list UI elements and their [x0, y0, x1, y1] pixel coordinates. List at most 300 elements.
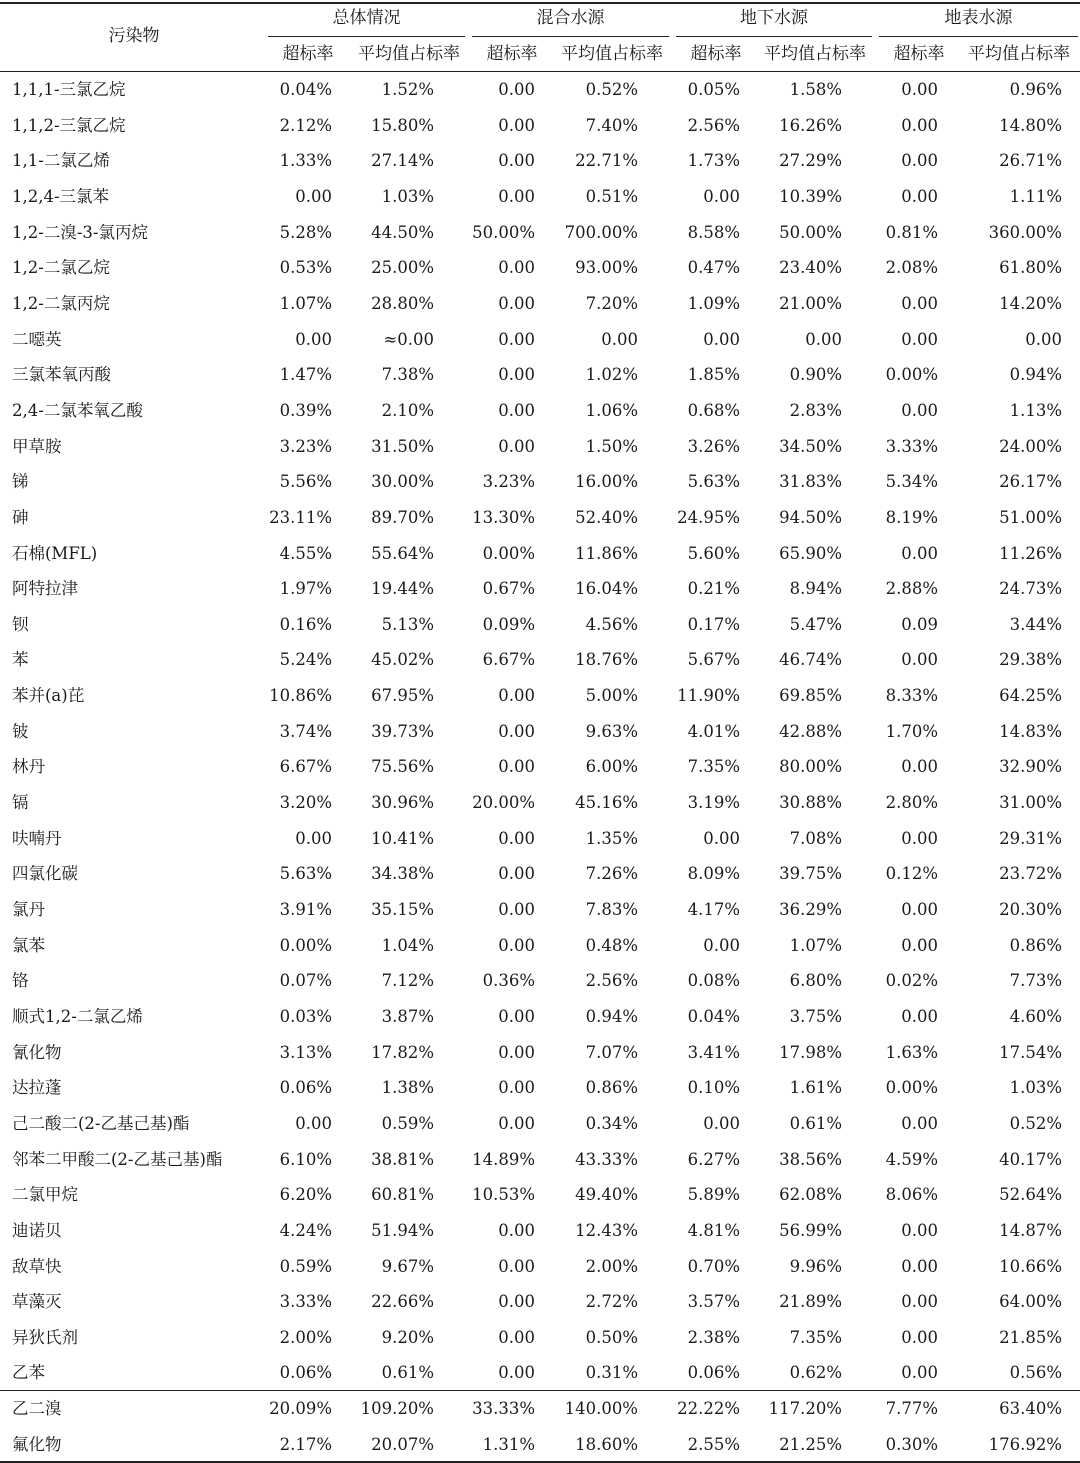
table-cell: 0.00 — [901, 186, 938, 206]
table-cell: 3.91% — [279, 899, 332, 919]
group-underline-overall — [268, 36, 465, 37]
table-cell: 0.00 — [498, 686, 535, 705]
pollutant-name: 镉 — [12, 793, 29, 812]
pollutant-name: 二氯甲烷 — [12, 1185, 78, 1205]
group-mixed: 混合水源 — [536, 8, 605, 28]
table-cell: 0.00 — [498, 1042, 535, 1062]
sub-mean-ground: 平均值占标率 — [764, 44, 866, 64]
table-cell: 26.17% — [999, 472, 1062, 492]
table-cell: 2.38% — [687, 1327, 740, 1347]
table-cell: 0.00 — [295, 329, 332, 349]
table-cell: 0.56% — [1009, 1363, 1062, 1383]
table-cell: 4.24% — [279, 1220, 332, 1240]
table-cell: 7.40% — [585, 115, 638, 135]
table-cell: 0.00 — [498, 1006, 535, 1026]
table-cell: 8.19% — [885, 507, 938, 527]
table-cell: 22.71% — [575, 151, 638, 171]
table-cell: 0.00 — [703, 186, 740, 206]
table-cell: 3.23% — [279, 436, 332, 456]
table-cell: 109.20% — [360, 1399, 434, 1418]
table-cell: 0.36% — [482, 971, 535, 991]
table-cell: 2.00% — [279, 1327, 332, 1347]
pollutant-name: 达拉蓬 — [12, 1078, 62, 1098]
table-cell: 11.26% — [999, 543, 1062, 563]
table-cell: 14.80% — [999, 115, 1062, 135]
pollutant-name: 1,2-二氯乙烷 — [12, 258, 110, 278]
table-cell: 0.00 — [703, 329, 740, 349]
table-cell: 117.20% — [768, 1399, 842, 1418]
pollutant-name: 迪诺贝 — [12, 1220, 62, 1240]
table-cell: 0.39% — [279, 400, 332, 420]
table-cell: 21.25% — [779, 1434, 842, 1454]
group-underline-surface — [879, 36, 1078, 37]
table-cell: 0.00 — [901, 1220, 938, 1240]
table-cell: 2.10% — [381, 400, 434, 420]
pollutant-name: 四氯化碳 — [12, 864, 78, 884]
table-cell: 0.06% — [687, 1363, 740, 1383]
table-cell: 0.00 — [498, 1078, 535, 1098]
table-cell: 0.00 — [901, 1006, 938, 1026]
table-cell: 1.52% — [381, 80, 434, 99]
table-cell: 18.60% — [575, 1434, 638, 1454]
table-cell: 1.50% — [585, 436, 638, 456]
table-cell: 69.85% — [779, 686, 842, 705]
table-cell: 39.73% — [371, 721, 434, 741]
table-cell: 0.00 — [901, 80, 938, 99]
table-cell: 1.58% — [789, 80, 842, 99]
sub-mean-mixed: 平均值占标率 — [561, 44, 663, 64]
table-cell: 0.12% — [885, 864, 938, 884]
table-cell: 21.89% — [779, 1292, 842, 1312]
table-cell: 6.00% — [585, 757, 638, 777]
pollutant-name: 锑 — [12, 472, 29, 492]
sub-exceed-mixed: 超标率 — [486, 44, 538, 64]
table-cell: 63.40% — [999, 1399, 1062, 1418]
table-cell: 0.00 — [498, 1363, 535, 1383]
sub-mean-surface: 平均值占标率 — [968, 44, 1070, 64]
pollutant-name: 邻苯二甲酸二(2-乙基己基)酯 — [12, 1149, 223, 1169]
table-cell: 17.54% — [999, 1042, 1062, 1062]
table-cell: 5.47% — [789, 614, 842, 634]
pollutant-header: 污染物 — [108, 26, 160, 46]
table-cell: 0.00 — [901, 828, 938, 848]
group-ground: 地下水源 — [740, 8, 808, 28]
table-cell: ≈0.00 — [383, 329, 434, 349]
table-cell: 0.96% — [1009, 80, 1062, 99]
table-cell: 0.00 — [295, 828, 332, 848]
table-cell: 55.64% — [371, 543, 434, 563]
table-cell: 1.38% — [381, 1078, 434, 1098]
table-cell: 2.83% — [789, 400, 842, 420]
table-cell: 0.10% — [687, 1078, 740, 1098]
table-cell: 32.90% — [999, 757, 1062, 777]
table-cell: 38.81% — [371, 1149, 434, 1169]
table-cell: 0.00% — [885, 365, 938, 385]
table-cell: 1.31% — [482, 1434, 535, 1454]
group-underline-ground — [676, 36, 872, 37]
sub-exceed-surface: 超标率 — [893, 44, 945, 64]
table-cell: 9.67% — [381, 1256, 434, 1276]
table-cell: 7.38% — [381, 365, 434, 385]
table-cell: 52.40% — [575, 507, 638, 527]
table-cell: 0.00 — [498, 365, 535, 385]
table-cell: 6.67% — [279, 757, 332, 777]
table-cell: 0.00 — [498, 400, 535, 420]
table-cell: 0.00 — [901, 1113, 938, 1133]
table-cell: 27.29% — [779, 151, 842, 171]
table-cell: 94.50% — [779, 507, 842, 527]
pollutant-name: 林丹 — [12, 757, 45, 777]
pollutant-name: 顺式1,2-二氯乙烯 — [12, 1006, 143, 1026]
pollutant-name: 二噁英 — [12, 329, 62, 349]
table-cell: 64.00% — [999, 1292, 1062, 1312]
table-cell: 8.33% — [885, 686, 938, 705]
table-cell: 43.33% — [575, 1149, 638, 1169]
table-cell: 5.00% — [585, 686, 638, 705]
table-cell: 13.30% — [472, 507, 535, 527]
table-cell: 0.90% — [789, 365, 842, 385]
table-cell: 7.35% — [789, 1327, 842, 1347]
pollutant-name: 1,1,2-三氯乙烷 — [12, 115, 126, 135]
table-cell: 0.70% — [687, 1256, 740, 1276]
table-cell: 40.17% — [999, 1149, 1062, 1169]
sub-mean-overall: 平均值占标率 — [358, 44, 460, 64]
pollutant-name: 己二酸二(2-乙基己基)酯 — [12, 1113, 190, 1133]
pollutant-name: 铍 — [12, 721, 29, 741]
table-cell: 0.00 — [498, 1327, 535, 1347]
table-cell: 0.00 — [901, 757, 938, 777]
table-cell: 39.75% — [779, 864, 842, 884]
table-cell: 19.44% — [371, 579, 434, 599]
table-cell: 1.97% — [279, 579, 332, 599]
table-cell: 1.85% — [687, 365, 740, 385]
table-cell: 14.89% — [472, 1149, 535, 1169]
table-cell: 1.47% — [279, 365, 332, 385]
table-cell: 0.00 — [498, 186, 535, 206]
table-cell: 61.80% — [999, 258, 1062, 278]
group-surface: 地表水源 — [944, 8, 1013, 28]
table-cell: 0.62% — [789, 1363, 842, 1383]
pollutant-name: 砷 — [12, 507, 29, 527]
table-cell: 56.99% — [779, 1220, 842, 1240]
pollutant-name: 钡 — [12, 614, 29, 634]
table-cell: 7.73% — [1009, 971, 1062, 991]
table-cell: 8.09% — [687, 864, 740, 884]
table-cell: 0.00 — [498, 828, 535, 848]
table-cell: 0.52% — [585, 80, 638, 99]
table-cell: 0.81% — [885, 222, 938, 242]
table-cell: 2.72% — [585, 1292, 638, 1312]
table-cell: 3.23% — [482, 472, 535, 492]
table-cell: 1.06% — [585, 400, 638, 420]
pollutant-name: 1,1-二氯乙烯 — [12, 151, 110, 171]
table-cell: 34.38% — [371, 864, 434, 884]
table-cell: 0.04% — [279, 80, 332, 99]
table-cell: 0.86% — [1009, 935, 1062, 955]
pollutant-name: 铬 — [12, 971, 29, 991]
table-cell: 0.17% — [687, 614, 740, 634]
table-cell: 20.07% — [371, 1434, 434, 1454]
table-cell: 0.00 — [703, 1113, 740, 1133]
table-cell: 0.07% — [279, 971, 332, 991]
table-cell: 1.11% — [1009, 186, 1062, 206]
table-cell: 0.61% — [789, 1113, 842, 1133]
table-cell: 0.50% — [585, 1327, 638, 1347]
table-cell: 18.76% — [575, 650, 638, 670]
pollutant-name: 阿特拉津 — [12, 579, 78, 599]
table-cell: 2.00% — [585, 1256, 638, 1276]
table-cell: 0.59% — [381, 1113, 434, 1133]
table-cell: 0.94% — [1009, 365, 1062, 385]
table-cell: 17.98% — [779, 1042, 842, 1062]
table-cell: 3.87% — [381, 1006, 434, 1026]
table-cell: 0.00 — [901, 293, 938, 313]
table-cell: 0.00% — [279, 935, 332, 955]
table-cell: 7.08% — [789, 828, 842, 848]
pollutant-name: 1,1,1-三氯乙烷 — [12, 80, 126, 99]
table-cell: 15.80% — [371, 115, 434, 135]
table-cell: 0.21% — [687, 579, 740, 599]
table-cell: 3.19% — [687, 793, 740, 812]
table-cell: 0.51% — [585, 186, 638, 206]
table-cell: 14.87% — [999, 1220, 1062, 1240]
table-cell: 7.35% — [687, 757, 740, 777]
table-cell: 7.07% — [585, 1042, 638, 1062]
table-cell: 31.00% — [999, 793, 1062, 812]
table-cell: 5.89% — [687, 1185, 740, 1205]
section-rule — [0, 1390, 1080, 1391]
table-cell: 64.25% — [999, 686, 1062, 705]
table-cell: 0.00 — [498, 864, 535, 884]
pollutant-name: 乙苯 — [12, 1363, 45, 1383]
table-cell: 20.30% — [999, 899, 1062, 919]
table-cell: 0.31% — [585, 1363, 638, 1383]
table-cell: 11.86% — [575, 543, 638, 563]
table-cell: 1.63% — [885, 1042, 938, 1062]
table-cell: 0.02% — [885, 971, 938, 991]
table-cell: 23.72% — [999, 864, 1062, 884]
pollutant-name: 乙二溴 — [12, 1399, 62, 1418]
table-cell: 3.13% — [279, 1042, 332, 1062]
table-cell: 16.04% — [575, 579, 638, 599]
table-cell: 4.56% — [585, 614, 638, 634]
table-cell: 0.00 — [901, 400, 938, 420]
table-cell: 14.83% — [999, 721, 1062, 741]
table-cell: 0.04% — [687, 1006, 740, 1026]
header-rule — [0, 71, 1080, 72]
table-cell: 0.00 — [498, 899, 535, 919]
table-cell: 0.00 — [901, 115, 938, 135]
table-cell: 0.00 — [901, 1292, 938, 1312]
table-cell: 1.02% — [585, 365, 638, 385]
group-overall: 总体情况 — [332, 8, 401, 28]
table-cell: 12.43% — [575, 1220, 638, 1240]
table-cell: 26.71% — [999, 151, 1062, 171]
table-cell: 1.61% — [789, 1078, 842, 1098]
table-cell: 7.26% — [585, 864, 638, 884]
pollutant-name: 苯并(a)芘 — [12, 686, 85, 705]
table-cell: 0.00 — [498, 293, 535, 313]
pollutant-name: 异狄氏剂 — [12, 1327, 78, 1347]
table-cell: 5.24% — [279, 650, 332, 670]
table-cell: 42.88% — [779, 721, 842, 741]
pollutant-name: 氯丹 — [12, 899, 45, 919]
table-cell: 4.01% — [687, 721, 740, 741]
table-cell: 0.47% — [687, 258, 740, 278]
table-cell: 0.08% — [687, 971, 740, 991]
top-rule — [0, 2, 1080, 4]
table-cell: 25.00% — [371, 258, 434, 278]
table-cell: 80.00% — [779, 757, 842, 777]
table-cell: 5.28% — [279, 222, 332, 242]
table-cell: 0.00% — [482, 543, 535, 563]
table-cell: 38.56% — [779, 1149, 842, 1169]
table-cell: 24.95% — [677, 507, 740, 527]
table-cell: 2.56% — [687, 115, 740, 135]
table-cell: 0.09% — [482, 614, 535, 634]
table-cell: 17.82% — [371, 1042, 434, 1062]
table-cell: 8.06% — [885, 1185, 938, 1205]
table-cell: 27.14% — [371, 151, 434, 171]
table-cell: 0.00 — [295, 1113, 332, 1133]
table-cell: 4.17% — [687, 899, 740, 919]
table-cell: 93.00% — [575, 258, 638, 278]
table-cell: 5.63% — [279, 864, 332, 884]
table-cell: 10.86% — [269, 686, 332, 705]
table-cell: 7.77% — [885, 1399, 938, 1418]
table-cell: 5.63% — [687, 472, 740, 492]
table-cell: 3.33% — [885, 436, 938, 456]
table-cell: 29.38% — [999, 650, 1062, 670]
table-cell: 23.11% — [269, 507, 332, 527]
table-cell: 140.00% — [564, 1399, 638, 1418]
pollutant-name: 甲草胺 — [12, 436, 62, 456]
table-cell: 29.31% — [999, 828, 1062, 848]
table-cell: 0.48% — [585, 935, 638, 955]
table-cell: 52.64% — [999, 1185, 1062, 1205]
table-cell: 2.80% — [885, 793, 938, 812]
table-cell: 0.34% — [585, 1113, 638, 1133]
table-cell: 36.29% — [779, 899, 842, 919]
table-cell: 9.96% — [789, 1256, 842, 1276]
table-cell: 10.66% — [999, 1256, 1062, 1276]
table-cell: 2.12% — [279, 115, 332, 135]
table-cell: 0.00 — [901, 329, 938, 349]
table-cell: 49.40% — [575, 1185, 638, 1205]
sub-exceed-overall: 超标率 — [282, 44, 334, 64]
table-cell: 0.16% — [279, 614, 332, 634]
table-cell: 3.74% — [279, 721, 332, 741]
table-cell: 30.00% — [371, 472, 434, 492]
table-cell: 8.94% — [789, 579, 842, 599]
table-cell: 89.70% — [371, 507, 434, 527]
table-cell: 16.00% — [575, 472, 638, 492]
table-cell: 22.66% — [371, 1292, 434, 1312]
table-cell: 0.06% — [279, 1363, 332, 1383]
pollutant-name: 敌草快 — [12, 1256, 62, 1276]
table-cell: 16.26% — [779, 115, 842, 135]
table-cell: 0.00 — [498, 1292, 535, 1312]
table-cell: 7.20% — [585, 293, 638, 313]
table-cell: 0.00 — [498, 258, 535, 278]
table-cell: 1.33% — [279, 151, 332, 171]
table-cell: 0.03% — [279, 1006, 332, 1026]
table-cell: 0.68% — [687, 400, 740, 420]
table-cell: 6.80% — [789, 971, 842, 991]
table-cell: 2.56% — [585, 971, 638, 991]
table-cell: 3.33% — [279, 1292, 332, 1312]
table-cell: 0.59% — [279, 1256, 332, 1276]
pollutant-name: 氯苯 — [12, 935, 45, 955]
table-cell: 3.75% — [789, 1006, 842, 1026]
table-cell: 0.00 — [901, 935, 938, 955]
table-cell: 28.80% — [371, 293, 434, 313]
pollutant-name: 1,2-二溴-3-氯丙烷 — [12, 222, 148, 242]
pollutant-name: 1,2,4-三氯苯 — [12, 186, 110, 206]
sub-exceed-ground: 超标率 — [690, 44, 742, 64]
table-cell: 360.00% — [988, 222, 1062, 242]
table-cell: 1.07% — [789, 935, 842, 955]
table-cell: 0.00 — [901, 1363, 938, 1383]
table-cell: 0.00 — [498, 935, 535, 955]
table-cell: 700.00% — [564, 222, 638, 242]
table-cell: 0.00 — [703, 828, 740, 848]
table-cell: 0.00 — [498, 329, 535, 349]
table-cell: 22.22% — [677, 1399, 740, 1418]
table-cell: 0.09 — [901, 614, 938, 634]
table-cell: 4.59% — [885, 1149, 938, 1169]
table-cell: 5.13% — [381, 614, 434, 634]
table-cell: 30.96% — [371, 793, 434, 812]
table-cell: 0.00% — [885, 1078, 938, 1098]
pollutant-name: 石棉(MFL) — [12, 543, 98, 563]
table-cell: 7.12% — [381, 971, 434, 991]
table-cell: 11.90% — [677, 686, 740, 705]
table-cell: 0.00 — [805, 329, 842, 349]
table-cell: 0.00 — [901, 899, 938, 919]
table-cell: 0.00 — [498, 115, 535, 135]
table-cell: 24.73% — [999, 579, 1062, 599]
table-cell: 9.20% — [381, 1327, 434, 1347]
table-cell: 0.00 — [901, 543, 938, 563]
table-cell: 2.55% — [687, 1434, 740, 1454]
table-cell: 1.09% — [687, 293, 740, 313]
table-cell: 51.94% — [371, 1220, 434, 1240]
table-cell: 0.00 — [498, 80, 535, 99]
table-cell: 21.00% — [779, 293, 842, 313]
table-cell: 5.56% — [279, 472, 332, 492]
table-cell: 4.81% — [687, 1220, 740, 1240]
table-cell: 10.41% — [371, 828, 434, 848]
pollutant-name: 苯 — [12, 650, 29, 670]
table-cell: 0.67% — [482, 579, 535, 599]
table-cell: 1.70% — [885, 721, 938, 741]
table-cell: 3.41% — [687, 1042, 740, 1062]
table-cell: 0.86% — [585, 1078, 638, 1098]
table-cell: 0.00 — [498, 1113, 535, 1133]
table-cell: 35.15% — [371, 899, 434, 919]
table-cell: 44.50% — [371, 222, 434, 242]
table-cell: 1.73% — [687, 151, 740, 171]
table-cell: 3.57% — [687, 1292, 740, 1312]
table-cell: 5.34% — [885, 472, 938, 492]
table-cell: 60.81% — [371, 1185, 434, 1205]
table-cell: 23.40% — [779, 258, 842, 278]
table-cell: 0.61% — [381, 1363, 434, 1383]
group-underline-mixed — [472, 36, 669, 37]
pollutant-name: 三氯苯氧丙酸 — [12, 365, 111, 385]
table-cell: 0.00 — [601, 329, 638, 349]
